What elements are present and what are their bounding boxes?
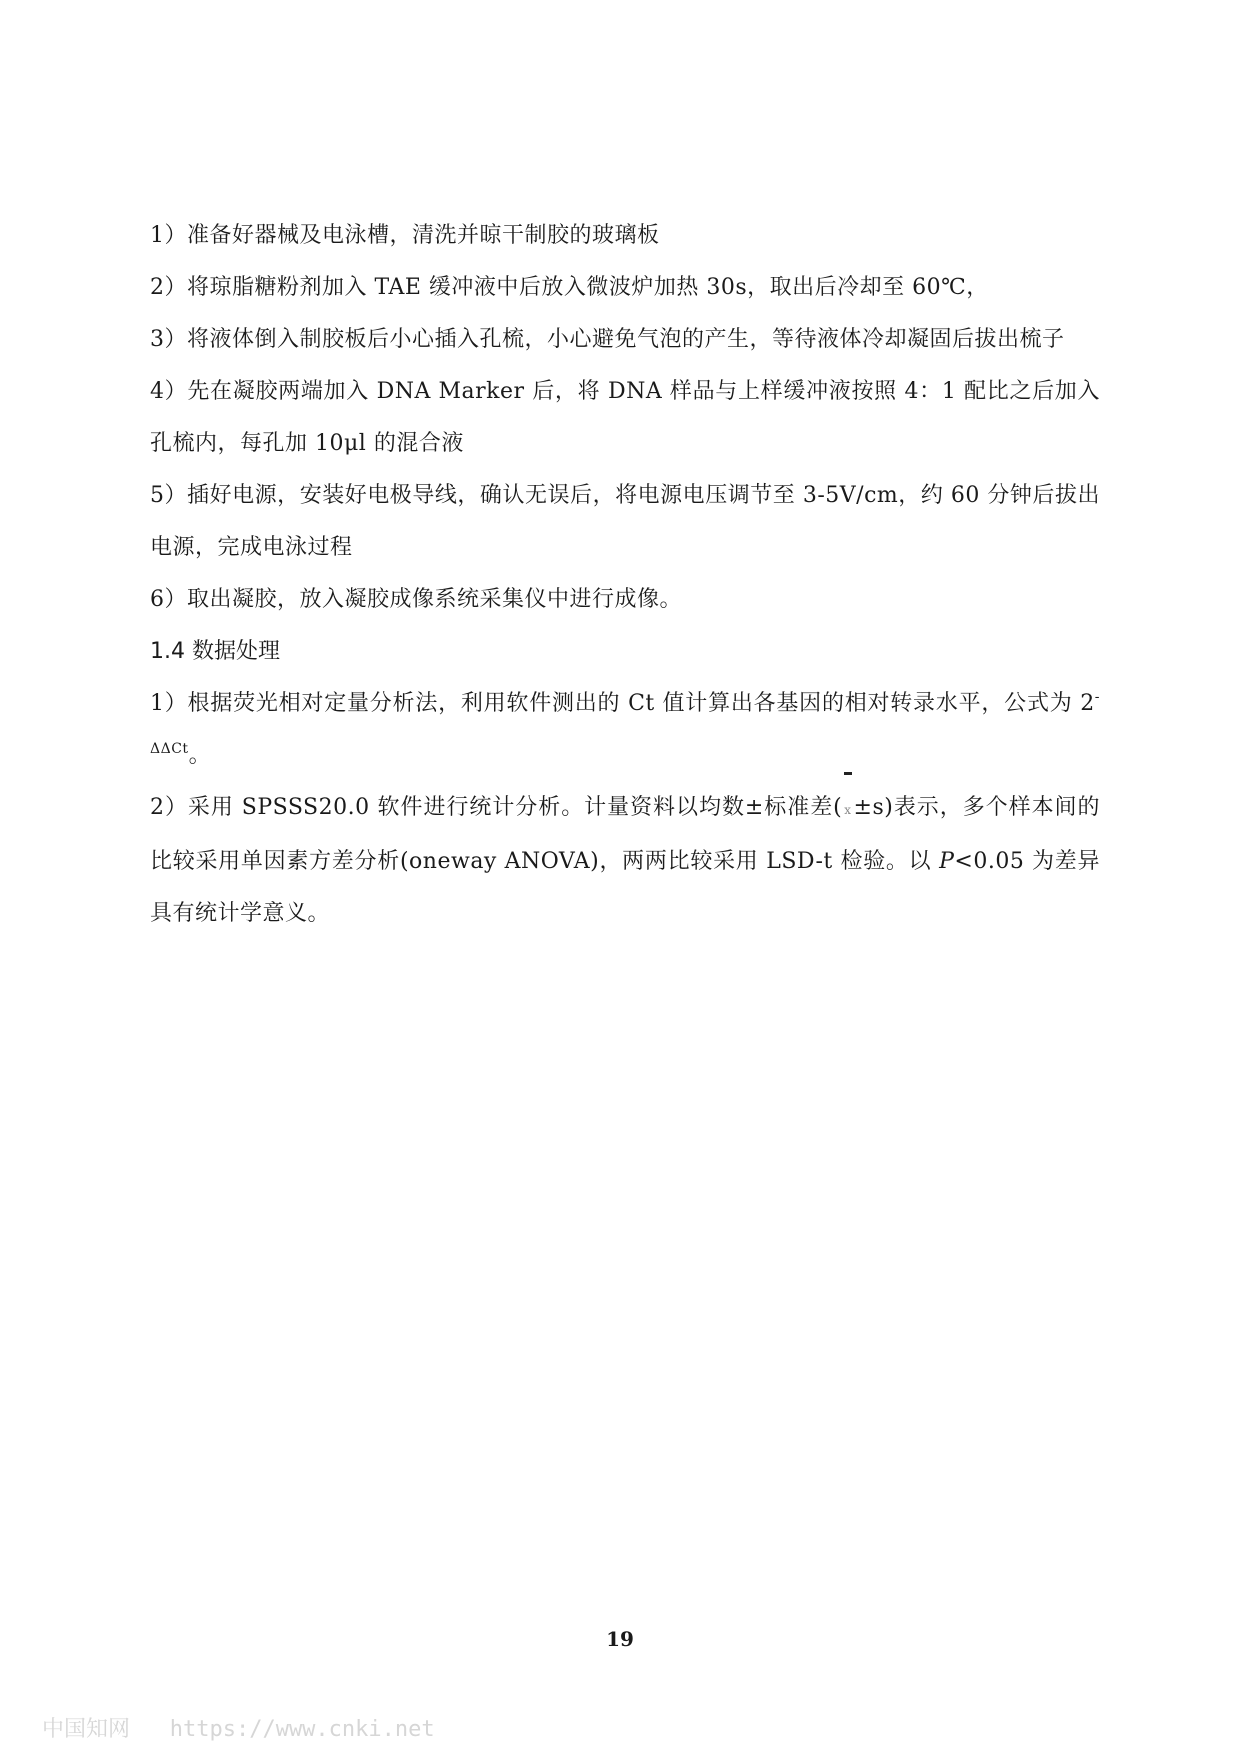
- step-4: 4）先在凝胶两端加入 DNA Marker 后，将 DNA 样品与上样缓冲液按照 4：1 配比之后加入孔梳内，每孔加 10μl 的混合液: [150, 379, 1100, 456]
- cnki-watermark: 中国知网 https://www.cnki.net: [42, 1717, 435, 1742]
- analysis-1: [150, 678, 1100, 782]
- step-6: 6）取出凝胶，放入凝胶成像系统采集仪中进行成像。: [150, 587, 682, 612]
- page-number: 19: [606, 1627, 634, 1651]
- p-symbol: P: [939, 849, 955, 874]
- step-1: 1）准备好器械及电泳槽，清洗并晾干制胶的玻璃板: [150, 223, 660, 248]
- analysis-2: [150, 782, 1100, 940]
- analysis-2-text-a: 2）采用 SPSSS20.0 软件进行统计分析。计量资料以均数±标准差(: [150, 795, 843, 820]
- mean-symbol: x: [842, 784, 853, 836]
- analysis-1-end: 。: [188, 743, 212, 768]
- step-5: 5）插好电源，安装好电极导线，确认无误后，将电源电压调节至 3-5V/cm，约 60 分钟后拔出电源，完成电泳过程: [150, 483, 1100, 560]
- analysis-2-text-c: <0.05 为差异具有统计学意义。: [150, 849, 1100, 926]
- analysis-2-text-b: ±s)表示，多个样本间的比较采用单因素方差分析(oneway ANOVA)，两两比较采用 LSD-t 检验。以: [150, 795, 1100, 874]
- step-3: 3）将液体倒入制胶板后小心插入孔梳，小心避免气泡的产生，等待液体冷却凝固后拔出梳子: [150, 327, 1065, 352]
- section-heading: 1.4 数据处理: [150, 639, 280, 664]
- document-body: [150, 210, 1100, 940]
- formula-exponent: -ΔΔCt: [150, 689, 1100, 757]
- analysis-1-text: 1）根据荧光相对定量分析法，利用软件测出的 Ct 值计算出各基因的相对转录水平，公式为 2: [150, 691, 1095, 716]
- step-2: 2）将琼脂糖粉剂加入 TAE 缓冲液中后放入微波炉加热 30s，取出后冷却至 60℃，: [150, 275, 989, 300]
